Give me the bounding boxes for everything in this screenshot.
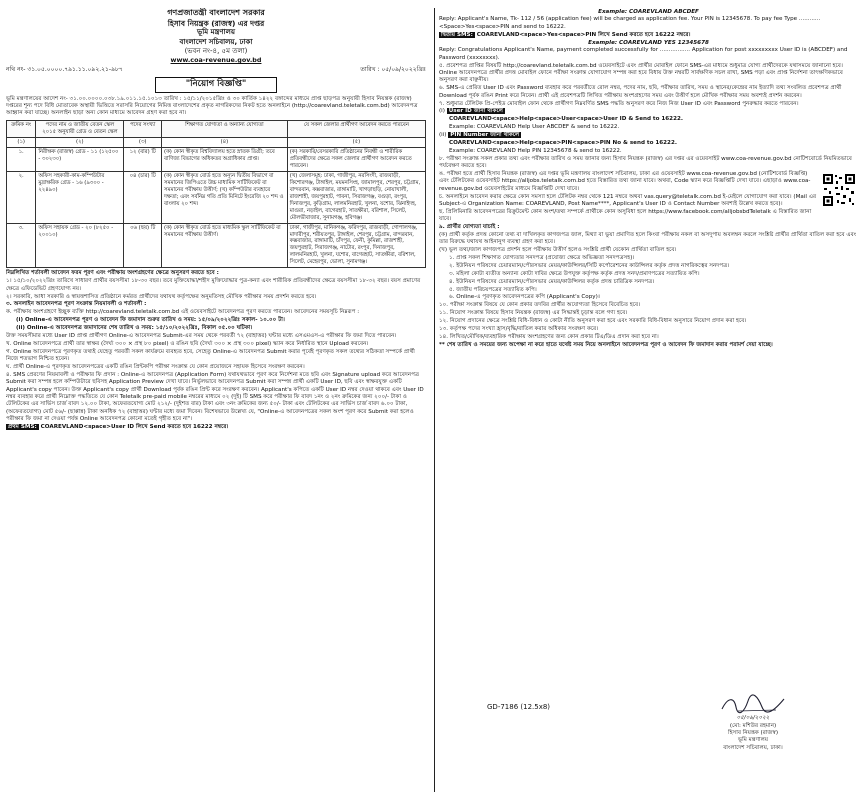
eligibility-item: ১. প্রাপ্ত সকল শিক্ষাগত যোগ্যতার সনদপত্র (প্রযোজ্য ক্ষেত্রে অভিজ্ঞতা সনদপত্রসহ)।: [449, 255, 635, 261]
left-column: [6, 8, 426, 792]
signatory-name: (মো: মশিউর রহমান): [729, 722, 777, 729]
admit-card-info: ৫. প্রবেশপত্র প্রাপ্তির বিষয়টি http://coarevland.teletalk.com.bd ওয়েবসাইটে এবং প্রার্থীর মোবাইল ফোনে SMS-এর মাধ্যমে শুধুমাত্র যোগ্য প্রার্থীদেরকে যথাসময়ে জানানো হবে। Online আবেদনপত্রে প্রার্থীর প্রদত্ত মোবাইল ফোনে পরীক্ষা সংক্রান্ত যোগাযোগ সম্পন্ন করা হবে বিধায় উক্ত নম্বরটি সার্বক্ষণিক সচল রাখা, SMS পড়া এবং প্রাপ্ত নির্দেশনা তাৎক্ষণিকভাবে অনুসরণ করা বাঞ্ছনীয়।: [439, 62, 843, 84]
conditions-section: [6, 270, 426, 431]
government-title: গণপ্রজাতন্ত্রী বাংলাদেশ সরকার: [167, 8, 265, 17]
right-column: [434, 8, 858, 792]
signature-date: ০৫/০৯/২০২২: [736, 715, 770, 722]
recovery-userid-cmd: COAREVLAND<space>Help<space>User<space>User ID & Send to 16222.: [449, 116, 683, 123]
eligibility-item: ১৩. কর্তৃপক্ষ পদের সংখ্যা হ্রাস/বৃদ্ধি/বাতিল করার অধিকার সংরক্ষণ করে।: [439, 325, 599, 332]
table-header: পদের নাম ও জাতীয় বেতন স্কেল ২০১৫ অনুযায়ী গ্রেড ও বেতন স্কেল: [36, 120, 124, 137]
facebook-info: ছ. প্রিলিমিনারি আবেদনপত্রের রিক্রুটমেন্ট কোন অংশ/তথ্য সম্পর্কে প্রার্থীকে কোন অসুবিধা হলে https://www.facebook.com/alljobsbdTeletalk এ বিস্তারিত জানা যাবে।: [439, 208, 812, 223]
table-cell: ১.: [7, 147, 36, 171]
recovery-userid-label: (i): [439, 108, 445, 115]
table-header: পদের সংখ্যা: [124, 120, 162, 137]
second-sms-line: [439, 32, 858, 39]
first-sms-label: প্রথম SMS:: [8, 423, 37, 430]
recovery-pin-cmd: COAREVLAND<space>Help<space>PIN<space>PIN No & send to 16222.: [449, 139, 677, 146]
eligibility-item: (খ) ভুল তথ্য/জাল কাগজপত্র প্রদর্শন হলে পরীক্ষায় উত্তীর্ণ হলেও সংশ্লিষ্ট প্রার্থী যেকোন প্রার্থিতা বাতিল হবে।: [439, 247, 677, 254]
office-name: হিসাব নিয়ন্ত্রক (রাজস্ব) এর দপ্তর: [167, 18, 265, 28]
eligibility-item: ১০. পরীক্ষা সংক্রান্ত বিষয়ে যে কোন প্রকার তদবির প্রার্থীর অযোগ্যতা হিসেবে বিবেচিত হবে।: [439, 302, 641, 309]
table-cell: অফিস সহায়ক গ্রেড - ২০ (৮২৫০ - ২০০১০): [36, 223, 124, 268]
table-cell: (ক) কোন স্বীকৃত বিশ্ববিদ্যালয় হতে স্নাতক ডিগ্রী; তবে বাণিজ্য বিভাগের অধিকতর অগ্রাধিকার প্রাপ্ত।: [162, 147, 288, 171]
signatory-office: বাংলাদেশ সচিবালয়, ঢাকা।: [723, 744, 783, 751]
table-cell: (ক) সরকারি/বেসরকারি প্রতিষ্ঠানের নিবন্ধী ও শারীরিক প্রতিবন্ধীদের ক্ষেত্রে সকল জেলার প্রার্থীগণ আবেদন করতে পারবেন।: [287, 147, 425, 171]
table-cell: (২): [36, 137, 124, 147]
conditions-heading: নিম্নলিখিত শর্তাবলী আবেদন ফরম পূরণ এবং পরীক্ষায় অংশগ্রহণের ক্ষেত্রে অনুসরণ করতে হবে :: [6, 270, 219, 277]
table-cell: ৩.: [7, 223, 36, 268]
table-cell: (ক) কোন স্বীকৃত বোর্ড হতে অন্যূন দ্বিতীয় বিভাগে বা সমমানের জিপিএতে উচ্চ মাধ্যমিক সার্টিফিকেট বা সমমানের পরীক্ষায় উত্তীর্ণ; (খ) কম্পিউটার ব্যবহারে দক্ষতা; এবং সর্বনিম্ন গতি প্রতি মিনিটে ইংরেজি ২০ শব্দ ও বাংলায় ২০ শব্দ।: [162, 171, 288, 223]
table-cell: অফিস সহকারী-কাম-কম্পিউটার মুদ্রাক্ষরিক গ্রেড - ১৬ (৯৩০০ - ২২৪৯০): [36, 171, 124, 223]
memo-number: নথি নং- ৩১.০৫.০০০০.৭৯১.১১.০৯২.২১-৯৮৭: [6, 66, 123, 74]
signature-block: [678, 693, 828, 752]
second-sms-text: COAREVLAND<space>Yes<space>PIN লিখে Send করতে হবে 16222 নম্বরে।: [476, 31, 691, 38]
signatory-designation: হিসাব নিয়ন্ত্রক (রাজস্ব): [727, 729, 779, 736]
table-cell: ২.: [7, 171, 36, 223]
eligibility-item: ১২. নিয়োগ প্রদানের ক্ষেত্রে সংশ্লিষ্ট বিধি-বিধান ও কোটা নীতি অনুসরণ করা হবে এবং সরকারি বিধি-বিধান অনুসারে নিয়োগ প্রদান করা হবে।: [439, 318, 747, 324]
support-contact: চ. অনলাইনে আবেদন করার ক্ষেত্রে কোন সমস্যা হলে টেলিটক নম্বর থেকে 121 নম্বরে অথবা vas.query@teletalk.com.bd ই-মেইলে যোগাযোগ করা যাবে। (Mail এর Subject-এ Organization Name: COAREVLAND, Post Name****, Applicant's User ID ও Contact Number অবশ্যই উল্লেখ করতে হবে)।: [439, 193, 817, 207]
reference-row: [6, 66, 426, 74]
second-sms-label: দ্বিতীয় SMS:: [441, 31, 473, 38]
posts-table: [6, 120, 426, 269]
recovery-userid-example: Example: COAREVLAND Help User ABCDEF & send to 16222.: [449, 124, 620, 131]
table-cell: নিরীক্ষক (রাজস্ব) গ্রেড - ১১ (১২৫০০ - ৩০২৩০): [36, 147, 124, 171]
schedule-end: (ii) Online-এ আবেদনপত্র জমাদানের শেষ তারিখ ও সময়: ১৫/১০/২০২২খ্রিঃ, বিকাল ০৫.০০ ঘটিকা।: [16, 325, 253, 332]
sms-example-2: Example: COAREVLAND YES 12345678: [588, 39, 709, 46]
table-row: [7, 171, 426, 223]
table-cell: (৫): [287, 137, 425, 147]
recovery-userid-line: [439, 108, 858, 115]
table-header: যে সকল জেলার প্রার্থীগণ আবেদন করতে পারবেন: [287, 120, 425, 137]
eligibility-item: ৫. জাতীয় পরিচয়পত্রের সত্যায়িত কপি।: [449, 286, 537, 293]
signatory-ministry: ভূমি মন্ত্রণালয়: [737, 737, 769, 744]
recovery-pin-example: Example: COAREVLAND Help PIN 12345678 & send to 16222.: [449, 147, 622, 154]
eligibility-item: ১৪. লিখিত/মৌখিক/ব্যবহারিক পরীক্ষায় অংশগ্রহণের জন্য কোন প্রকার টিএ/ডিএ প্রদান করা হবে না।: [439, 333, 659, 340]
schedule-start: (i) Online-এ আবেদনপত্র পূরণ ও আবেদন ফি জমাদান শুরুর তারিখ ও সময়: ১৫/০৯/২০২২খ্রিঃ সকাল- ১০.০০ টা।: [16, 317, 285, 324]
accuracy-rule: গ. Online আবেদনপত্রে পূরণকৃত তথ্যই যেহেতু পরবর্তী সকল কার্যক্রমে ব্যবহৃত হবে, সেহেতু Online-এ আবেদনপত্র Submit করার পূর্বেই পূরণকৃত সকল তথ্যের সঠিকতা সম্পর্কে প্রার্থী নিজে শতভাগ নিশ্চিত হবেন।: [6, 348, 415, 363]
table-cell: ঢাকা, গাজীপুর, মানিকগঞ্জ, ফরিদপুর, রাজবাড়ী, গোপালগঞ্জ, মাদারীপুর, শরীয়তপুর, টাঙ্গাইল, শেরপুর, চট্টগ্রাম, বান্দরবান, কক্সবাজার, রাঙ্গামাটি, চাঁদপুর, ফেনী, কুমিল্লা, রাজশাহী, জয়পুরহাট, সিরাজগঞ্জ, নাটোর, রংপুর, দিনাজপুর, লালমনিরহাট, খুলনা, যশোর, বাগেরহাট, সাতক্ষীরা, বরিশাল, সিলেট, মেহেরপুর, ভোলা, সুনামগঞ্জ।: [287, 223, 425, 268]
table-cell: ০৪ (চার) টি: [124, 171, 162, 223]
table-row: [7, 223, 426, 268]
sms-reply-1: Reply: Applicant's Name, Tk- 112 / 56 (application fee) will be charged as application fee. Your PIN is 12345678. To pay fee Type ............<Space>Yes<space>PIN and send to 16222.: [439, 16, 821, 30]
sms-example-1: Example: COAREVLAND ABCDEF: [598, 8, 699, 15]
eligibility-heading: ৯. প্রার্থীর যোগ্যতা যাচাই :: [439, 224, 500, 230]
recovery-pin-label: (ii): [439, 132, 447, 138]
eligibility-item: ৬. Online-এ পূরণকৃত আবেদনপত্রের কপি (Applicant's Copy)।: [449, 294, 600, 301]
table-cell: (খ) জেলাসমূহ: ঢাকা, গাজীপুর, নরসিংদী, রাজবাড়ী, কিশোরগঞ্জ, টাঙ্গাইল, ময়মনসিংহ, জামালপুর, শেরপুর, চট্টগ্রাম, বান্দরবান, কক্সবাজার, রাঙ্গামাটি, খাগড়াছড়ি, নোয়াখালী, রাজশাহী, জয়পুরহাট, পাবনা, সিরাজগঞ্জ, বগুড়া, রংপুর, দিনাজপুর, কুড়িগ্রাম, লালমনিরহাট, খুলনা, যশোর, ঝিনাইদহ, মাগুরা, নড়াইল, বাগেরহাট, সাতক্ষীরা, বরিশাল, সিলেট, মৌলভীবাজার, সুনামগঞ্জ, হবিগঞ্জ।: [287, 171, 425, 223]
recovery-pin-head: PIN Number জানা থাকলে: [450, 132, 520, 138]
user-id-usage: ৬. SMS-এ প্রেরিত User ID এবং Password ব্যবহার করে পরবর্তীতে রোল নম্বর, পদের নাম, ছবি, পরীক্ষার তারিখ, সময় ও স্থানের/কেন্দ্রের নাম ইত্যাদি তথ্য সংবলিত প্রবেশপত্র প্রার্থী Download পূর্বক রঙিন Print করে নিবেন। প্রার্থী এই প্রবেশপত্রটি লিখিত পরীক্ষায় অংশগ্রহণের সময় এবং উত্তীর্ণ হলে মৌখিক পরীক্ষার সময় অবশ্যই প্রদর্শন করবেন।: [439, 85, 842, 99]
first-sms-line: [6, 424, 426, 431]
table-cell: ১২ (বার) টি: [124, 147, 162, 171]
table-cell: (ক) কোন স্বীকৃত বোর্ড হতে মাধ্যমিক স্কুল সার্টিফিকেট বা সমমানের পরীক্ষায় উত্তীর্ণ।: [162, 223, 288, 268]
ministry-name: ভূমি মন্ত্রণালয়: [197, 28, 235, 37]
eligibility-item: ২. ইউনিয়ন পরিষদের চেয়ারম্যান/পৌরসভার মেয়র/কাউন্সিলর/সিটি কর্পোরেশনের কাউন্সিলর কর্তৃক প্রদত্ত নাগরিকত্বের সনদপত্র।: [449, 262, 730, 269]
secretariat-name: বাংলাদেশ সচিবালয়, ঢাকা: [179, 37, 253, 46]
memo-date: তারিখ : ০৫/০৯/২০২২খ্রিঃ: [360, 66, 426, 74]
closing-advice: ** শেষ তারিখ ও সময়ের জন্য অপেক্ষা না করে হাতে যথেষ্ট সময় নিয়ে অনলাইনে আবেদনপত্র পূরণ ও আবেদন ফি জমাদান করার পরামর্শ দেয়া যাচ্ছে।: [439, 341, 773, 348]
apply-url-line: ক. পরীক্ষায় অংশগ্রহণে ইচ্ছুক ব্যক্তি http://coarevland.teletalk.com.bd এই ওয়েবসাইটে আবেদনপত্র পূরণ করতে পারবেন। আবেদনের সময়সূচি নিম্নরূপ :: [6, 309, 360, 316]
table-row: [7, 147, 426, 171]
notice-title: "নিয়োগ বিজ্ঞপ্তি": [155, 77, 277, 92]
recovery-pin-line: [439, 132, 858, 139]
website-notice: ৮. পরীক্ষা সংক্রান্ত সকল প্রকার তথ্য এবং পরীক্ষার তারিখ ও সময় জানার জন্য হিসাব নিয়ন্ত্রক (রাজস্ব) এর দপ্তর এর ওয়েবসাইট www.coa-revenue.gov.bd নোটিশবোর্ডে নিয়মিতভাবে পর্যবেক্ষণ করতে হবে।: [439, 155, 852, 169]
table-cell: ০৬ (ছয়) টি: [124, 223, 162, 268]
signature-icon: [718, 693, 788, 715]
eligibility-item: (ক) প্রার্থী কর্তৃক প্রদত্ত কোনো তথ্য বা দাখিলকৃত কাগজপত্র জাল, মিথ্যা বা ভুয়া প্রমাণিত হলে কিংবা পরীক্ষায় নকল বা অসদুপায় অবলম্বন করলে সংশ্লিষ্ট প্রার্থীর প্রার্থিতা বাতিল করা হবে এবং তার বিরুদ্ধে যথাযথ আইনানুগ ব্যবস্থা গ্রহণ করা হবে।: [439, 231, 857, 246]
photo-upload-rule: খ. Online আবেদনপত্রে প্রার্থী তার স্বাক্ষর (দৈর্ঘ্য ৩০০ × প্রস্থ ৮০ pixel) ও রঙিন ছবি (দৈর্ঘ্য ৩০০ × প্রস্থ ৩০০ pixel) স্ক্যান করে নির্ধারিত স্থানে Upload করবেন।: [6, 340, 369, 347]
table-cell: (৪): [162, 137, 288, 147]
recovery-userid-head: User ID জানা থাকলে: [448, 108, 503, 115]
sms-fee-rules: ৪. SMS প্রেরণের নিয়মাবলী ও পরীক্ষার ফি প্রদান : Online-এ আবেদনপত্র (Application Form) যথাযথভাবে পূরণ করে নির্দেশনা মতে ছবি এবং Signature upload করে আবেদনপত্র Submit করা সম্পন্ন হলে কম্পিউটারে ছবিসহ Application Preview দেখা যাবে। নির্ভুলভাবে আবেদনপত্র Submit করা সম্পন্ন প্রার্থী একটি User ID, ছবি এবং স্বাক্ষরযুক্ত একটি Applicant's copy পাবেন। উক্ত Applicant's copy প্রার্থী Download পূর্বক রঙিন প্রিন্ট করে সংরক্ষণ করবেন। Applicant's কপিতে একটি User ID নম্বর দেওয়া থাকবে এবং User ID নম্বর ব্যবহার করে প্রার্থী নিম্নোক্ত পদ্ধতিতে যে কোন Teletalk pre-paid mobile নম্বরের মাধ্যমে ০২ (দুই) টি SMS করে পরীক্ষার ফি বাবদ ১নং ও ২নং ক্রমিকের জন্য ২০০/- টাকা ও টেলিটকের এর সার্ভিস চার্জ বাবদ ১২.০০ টাকা, অফেরতযোগ্য মোট ২১২/- (দুইশত বার) টাকা এবং ৩নং ক্রমিকের জন্য ৫০/- টাকা এবং টেলিটকের এর সার্ভিস চার্জ বাবদ ৬.০০ টাকা, (অফেরতযোগ্য) মোট ৫৬/- (ছাপ্পান্ন) টাকা অনধিক ৭২ (বাহাত্তর) ঘন্টার মধ্যে জমা দিবেন। বিশেষভাবে উল্লেখ্য যে, "Online-এ আবেদনপত্রের সকল অংশ পূরণ করে Submit করা হলেও পরীক্ষার ফি জমা না দেওয়া পর্যন্ত Online আবেদনপত্র কোনো মতেই গৃহীত হবে না"।: [6, 371, 424, 423]
office-header: [6, 8, 426, 64]
condition-employed: ২। সরকারি, আধা সরকারি ও স্বায়ত্তশাসিত প্রতিষ্ঠানে কর্মরত প্রার্থীদের যথাযথ কর্তৃপক্ষের অনুমতিসহ মৌখিক পরীক্ষার সময় প্রদর্শন করতে হবে।: [6, 293, 317, 300]
fee-deadline-note: উক্ত সময়সীমার মধ্যে User ID প্রাপ্ত প্রার্থীগণ Online-এ আবেদনপত্র Submit-এর সময় থেকে পরবর্তী ৭২ (বাহাত্তর) ঘন্টার মধ্যে এসএমএস-এ পরীক্ষার ফি জমা দিতে পারবেন।: [6, 332, 397, 339]
qr-code-icon[interactable]: [822, 173, 856, 207]
table-header-row: [7, 120, 426, 137]
eligibility-item: ৩. মহিলা কোটা ব্যতীত অন্যান্য কোটা দাবির ক্ষেত্রে উপযুক্ত কর্তৃপক্ষ কর্তৃক প্রদত্ত সনদ/প্রমাণপত্রের সত্যায়িত কপি।: [449, 270, 700, 277]
printcopy-rule: ঘ. প্রার্থী Online-এ পূরণকৃত আবেদনপত্রের একটি রঙিন প্রিন্টকপি পরীক্ষা সংক্রান্ত যে কোন প্রয়োজনে সহায়ক হিসেবে সংরক্ষণ করবেন।: [6, 363, 305, 370]
sms-examples: [439, 9, 858, 350]
table-cell: (৩): [124, 137, 162, 147]
teletalk-info: ঙ. পরীক্ষা হতে প্রার্থী হিসাব নিয়ন্ত্রক (রাজস্ব) এর দপ্তর ভূমি মন্ত্রণালয় বাংলাদেশ সচিবালয়, ঢাকা এর ওয়েবসাইট www.coa-revenue.gov.bd (নোটিশবোর্ড বিজ্ঞপ্তি) এবং টেলিটকের ওয়েবসাইট https://alljobs.teletalk.com.bd হতে বিস্তারিত তথ্য জানা যাবে। অথবা, Code স্ক্যান করে বিজ্ঞপ্তিটি দেখা যাবে। এছাড়াও www.coa-revenue.gov.bd ওয়েবসাইটের মাধ্যমে বিজ্ঞপ্তিটি দেখা যাবে।: [439, 170, 811, 192]
eligibility-item: ১১. নিয়োগ সংক্রান্ত বিষয়ে হিসাব নিয়ন্ত্রক (রাজস্ব) এর সিদ্ধান্তই চূড়ান্ত বলে গণ্য হবে।: [439, 310, 628, 317]
online-rules-heading: ৩. অনলাইন আবেদনপত্র পূরণ সংক্রান্ত নিয়মাবলী ও শর্তাবলী :: [6, 301, 147, 308]
print-code: GD-7186 (12.5x8): [487, 702, 551, 711]
office-website[interactable]: www.coa-revenue.gov.bd: [170, 56, 262, 65]
eligibility-item: ৪. ইউনিয়ন পরিষদের চেয়ারম্যান/পৌরসভার মেয়র/কাউন্সিলর কর্তৃক প্রদত্ত চারিত্রিক সনদপত্র।: [449, 278, 655, 285]
first-sms-text: COAREVLAND<space>User ID লিখে Send করতে হবে 16222 নম্বরে।: [40, 423, 229, 430]
sms-reply-2: Reply: Congratulations Applicant's Name, payment completed successfully for ................. Application for post xxxxxxxxx User ID is (ABCDEF) and Password (xxxxxxxx).: [439, 47, 848, 61]
table-header: শিক্ষাগত যোগ্যতা ও অন্যান্য যোগ্যতা: [162, 120, 288, 137]
table-header: ক্রমিক নং: [7, 120, 36, 137]
condition-age: ১। ১৫/১০/২০২২খ্রিঃ তারিখে সাধারণ প্রার্থীর বয়সসীমা ১৮-৩০ বছর। তবে মুক্তিযোদ্ধা/শহীদ মুক্তিযোদ্ধার পুত্র-কন্যা এবং শারীরিক প্রতিবন্ধীদের ক্ষেত্রে বয়সসীমা ১৮-৩২ বছর। বয়স প্রমাণের ক্ষেত্রে এফিডেভিট গ্রহণযোগ্য নয়।: [6, 278, 421, 292]
table-number-row: [7, 137, 426, 147]
building-info: (ভবন নং-৪, ৫ম তলা): [184, 46, 248, 55]
recovery-intro: ৭. শুধুমাত্র টেলিটক প্রি-পেইড মোবাইল ফোন থেকে প্রার্থীগণ নিম্নবর্ণিত SMS পদ্ধতি অনুসরণ করে নিজ নিজ User ID এবং Password পুনরুদ্ধার করতে পারবেন।: [439, 100, 799, 107]
intro-paragraph: ভূমি মন্ত্রণালয়ের আদেশ নং- ৩১.০০.০০০০.০৩৮.১৯.০১১.১৫.১০১৩ তারিখ : ১৫/১১/২০১৫খ্রিঃ ও ৩০ কার্তিক ১৪২২ বঙ্গাব্দের মাধ্যমে প্রাপ্ত ছাড়পত্র অনুযায়ী হিসাব নিয়ন্ত্রক (রাজস্ব) দপ্তরের শূন্য পদে বিধি মোতাবেক অস্থায়ী ভিত্তিতে সরাসরি নিয়োগের নিমিত্ত বাংলাদেশের প্রকৃত নাগরিকদের নিকট হতে অনলাইনে (http://coarevland.teletalk.com.bd) আবেদনপত্র আহ্বান করা যাচ্ছে। অনলাইন ছাড়া অন্য কোন মাধ্যমে আবেদন গ্রহণ করা হবে না।: [6, 95, 418, 117]
table-cell: (১): [7, 137, 36, 147]
